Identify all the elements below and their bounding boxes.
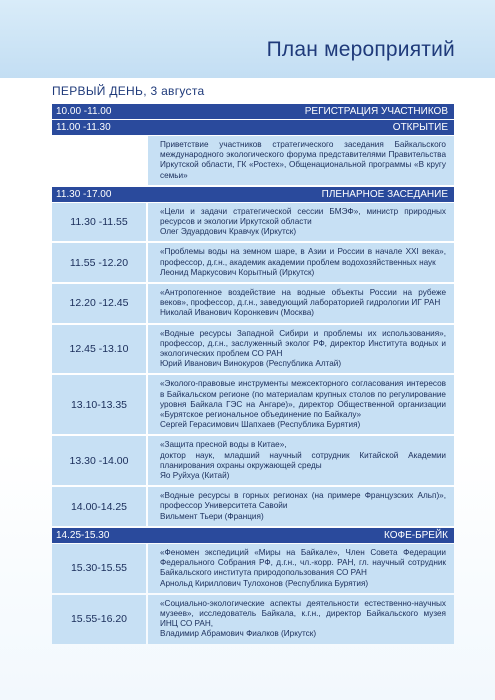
agenda-time: 15.55-16.20 [52, 595, 146, 644]
agenda-description [148, 595, 454, 644]
agenda-description [148, 243, 454, 282]
talk-text: «Антропогенное воздействие на водные объекты России на рубеже веков», профессор, д.г.н., заведующий лабораторией гидрологии ИГ РАН [160, 288, 446, 308]
agenda-description [148, 544, 454, 593]
speaker-name: Сергей Герасимович Шапхаев (Республика Бурятия) [160, 420, 361, 430]
agenda-time: 12.20 -12.45 [52, 284, 146, 323]
section-time: 11.30 -17.00 [56, 188, 112, 200]
section-title: ПЛЕНАРНОЕ ЗАСЕДАНИЕ [321, 188, 448, 200]
agenda-row [52, 243, 454, 282]
section-header-row [52, 187, 454, 202]
talk-text: «Защита пресной воды в Китае», [160, 440, 287, 450]
agenda-time: 14.00-14.25 [52, 487, 146, 526]
agenda-time: 13.30 -14.00 [52, 436, 146, 485]
speaker-name: Леонид Маркусович Корытный (Иркутск) [160, 267, 315, 277]
section-header-row [52, 104, 454, 119]
agenda-time: 15.30-15.55 [52, 544, 146, 593]
talk-text: Приветствие участников стратегического заседания Байкальского международного экологического форума представителями Правительства Иркутской области, ГК «Ростех», Общенациональной программы «В кругу семьи» [160, 140, 446, 180]
section-title: КОФЕ-БРЕЙК [383, 529, 448, 541]
talk-text: «Цели и задачи стратегической сессии БМЭФ», министр природных ресурсов и экологии Иркутской области [160, 206, 446, 227]
speaker-name: Арнольд Кириллович Тулохонов (Республика Бурятия) [160, 578, 369, 588]
agenda-row [52, 203, 454, 242]
section-time: 11.00 -11.30 [56, 122, 111, 133]
agenda-row [52, 595, 454, 644]
agenda-time: 13.10-13.35 [52, 375, 146, 434]
agenda-description [148, 325, 454, 374]
day-heading: ПЕРВЫЙ ДЕНЬ, 3 августа [52, 84, 205, 98]
agenda-time [52, 136, 146, 185]
speaker-name: Николай Иванович Коронкевич (Москва) [160, 308, 314, 318]
talk-text: доктор наук, младший научный сотрудник Китайской Академии планирования охраны окружающей среды [160, 450, 446, 470]
schedule-table [52, 104, 454, 646]
speaker-name: Яо Руйхуа (Китай) [160, 471, 230, 481]
agenda-description [148, 203, 454, 242]
speaker-name: Олег Эдуардович Кравчук (Иркутск) [160, 227, 297, 237]
talk-text: «Проблемы воды на земном шаре, в Азии и России в начале XXI века», профессор, д.г.н., академик академии проблем водохозяйственных наук [160, 247, 446, 267]
speaker-name: Вильмент Тьери (Франция) [160, 511, 264, 521]
agenda-description [148, 284, 454, 323]
agenda-row [52, 284, 454, 323]
agenda-description [148, 436, 454, 485]
section-header-row [52, 528, 454, 543]
section-title: РЕГИСТРАЦИЯ УЧАСТНИКОВ [304, 106, 448, 117]
agenda-row [52, 436, 454, 485]
agenda-row [52, 325, 454, 374]
section-title: ОТКРЫТИЕ [392, 122, 448, 133]
section-time: 10.00 -11.00 [56, 106, 112, 117]
agenda-description [148, 487, 454, 526]
agenda-time: 12.45 -13.10 [52, 325, 146, 374]
section-header-row [52, 120, 454, 135]
speaker-name: Владимир Абрамович Фиалков (Иркутск) [160, 629, 317, 639]
section-time: 14.25-15.30 [56, 529, 110, 541]
speaker-name: Юрий Иванович Винокуров (Республика Алтай) [160, 359, 342, 369]
talk-text: «Социально-экологические аспекты деятельности естественно-научных музеев», исследователь Байкала, к.г.н., директор Байкальского музея ИНЦ СО РАН, [160, 598, 446, 629]
talk-text: «Водные ресурсы Западной Сибири и проблемы их использования», профессор, д.г.н., заслуженный эколог РФ, директор Института водных и экологических проблем СО РАН [160, 328, 446, 359]
page-title: План мероприятий [266, 38, 455, 61]
agenda-description [148, 136, 454, 185]
agenda-row [52, 375, 454, 434]
talk-text: «Эколого-правовые инструменты межсекторного согласования интересов в Байкальском регионе (по материалам крупных столов по регулирование уровня Байкала ГЭС на Ангаре)», директор Общественной организации «Бурятское региональное объединение по Байкалу» [160, 379, 446, 420]
agenda-row [52, 487, 454, 526]
talk-text: «Водные ресурсы в горных регионах (на примере Французских Альп)», профессор Университета Савойи [160, 491, 446, 511]
agenda-time: 11.55 -12.20 [52, 243, 146, 282]
agenda-row [52, 136, 454, 185]
agenda-row [52, 544, 454, 593]
talk-text: «Феномен экспедиций «Миры на Байкале», Член Совета Федерации Федерального Собрания РФ, д.г.н., чл.-корр. РАН, гл. научный сотрудник Байкальского института природопользования СО РАН [160, 547, 446, 578]
agenda-description [148, 375, 454, 434]
agenda-time: 11.30 -11.55 [52, 203, 146, 242]
